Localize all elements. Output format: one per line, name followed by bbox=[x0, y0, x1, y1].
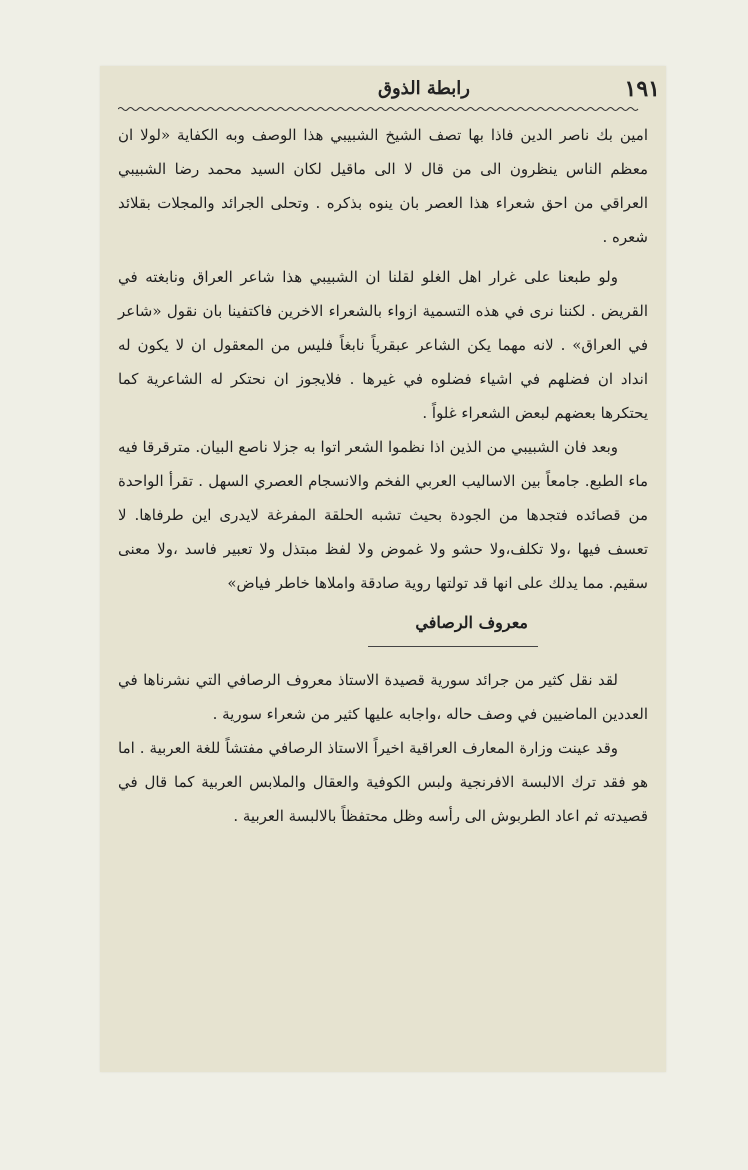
header-wavy-rule bbox=[118, 106, 640, 112]
book-page bbox=[100, 66, 666, 1072]
running-title: رابطة الذوق bbox=[378, 78, 470, 99]
paragraph-5: وقد عينت وزارة المعارف العراقية اخيراً الاستاذ الرصافي مفتشاً للغة العربية . اما هو فقد ترك الالبسة الافرنجية ولبس الكوفية والعقال والملابس العربية كما قال في قصيدته ثم اعاد الطربوش الى رأسه وظل محتفظاً بالالبسة العربية . bbox=[118, 739, 648, 825]
paragraph-1: امين بك ناصر الدين فاذا بها تصف الشيخ الشبيبي هذا الوصف وبه الكفاية «لولا ان معظم الناس ينظرون الى من قال لا الى ماقيل لكان السيد محمد رضا الشبيبي العراقي من احق شعراء هذا العصر بان ينوه بذكره . وتحلى الجرائد والمجلات بقلائد شعره . bbox=[118, 126, 648, 246]
paragraph-3: وبعد فان الشبيبي من الذين اذا نظموا الشعر اتوا به جزلا ناصع البيان. مترقرقا فيه ماء الطبع. جامعاً بين الاساليب العربي الفخم والانسجام العصري السهل . تقرأ الواحدة من قصائده فتجدها من الجودة بحيث تشبه الحلقة المفرغة لايدرى اين طرفاها. لا تعسف فيها ،ولا تكلف،ولا حشو ولا غموض ولا لفظ مبتذل ولا تعبير فاسد ،ولا معنى سقيم. مما يدلك على انها قد تولتها روية صادقة واملاها خاطر فياض» bbox=[118, 438, 648, 592]
article-body bbox=[118, 118, 648, 833]
author-signature: معروف الرصافي bbox=[415, 613, 528, 632]
signature-rule bbox=[368, 646, 538, 647]
page-number: ١٩١ bbox=[624, 76, 660, 102]
paragraph-2: ولو طبعنا على غرار اهل الغلو لقلنا ان الشبيبي هذا شاعر العراق ونابغته في القريض . لكننا نرى في هذه التسمية ازواء بالشعراء الاخرين فاكتفينا بان نقول «شاعر في العراق» . لانه مهما يكن الشاعر عبقرياً نابغاً فليس من المعقول ان لا يكون له انداد ان فضلهم في اشياء فضلوه في غيرها . فلايجوز ان نحتكر له الشاعرية كما يحتكرها بعضهم لبعض الشعراء غلواً . bbox=[118, 268, 648, 422]
page-header bbox=[140, 76, 660, 106]
paragraph-4: لقد نقل كثير من جرائد سورية قصيدة الاستاذ معروف الرصافي التي نشرناها في العددين الماضيين في وصف حاله ،واجابه عليها كثير من شعراء سورية . bbox=[118, 671, 648, 723]
